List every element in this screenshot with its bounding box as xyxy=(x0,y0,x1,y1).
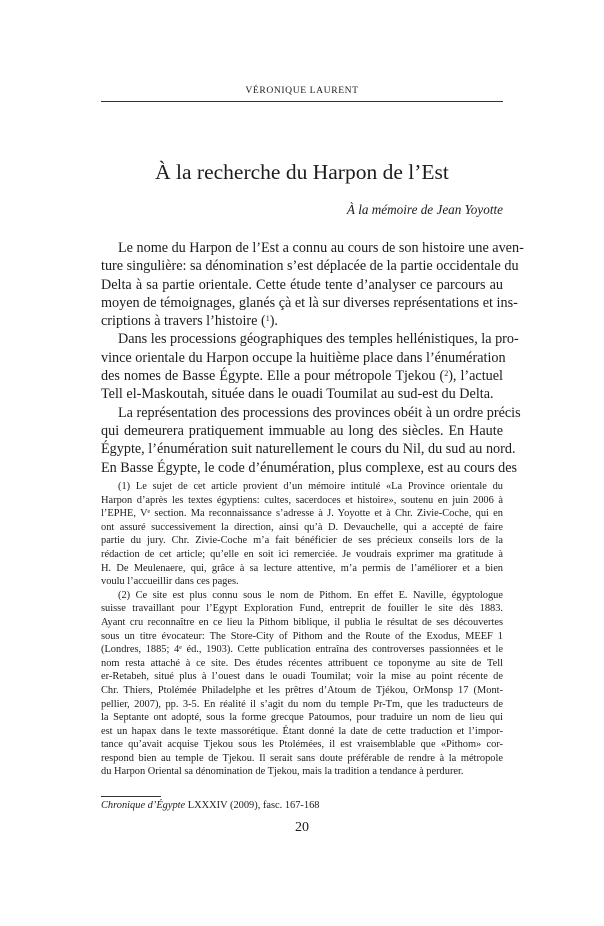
body-line-text: Tell el-Maskoutah, située dans le ouadi Toumilat au sud-est du Delta. xyxy=(101,386,494,403)
body-line xyxy=(101,239,524,257)
footnote-line xyxy=(101,507,503,521)
footnote-line xyxy=(101,602,503,616)
footnote-line xyxy=(101,616,503,630)
body-line-text: Dans les processions géographiques des temples hellénistiques, la pro- xyxy=(118,331,519,348)
body-line-text: qui demeurera pratiquement immuable au long des siècles. En Haute xyxy=(101,422,503,439)
footnote-line-text: pellier, 2007), pp. 3-5. En réalité il s’agit du nom du temple Pr-Tm, que les traducteurs de xyxy=(101,698,503,710)
body-line xyxy=(101,276,503,294)
footnote-line xyxy=(101,684,503,698)
body-line xyxy=(101,385,503,403)
footnote-line xyxy=(101,765,503,779)
body-line-text: La représentation des processions des provinces obéit à un ordre précis xyxy=(118,404,521,421)
body-line-text: Delta à sa partie orientale. Cette étude tente d’analyser ce parcours au xyxy=(101,276,503,293)
body-line xyxy=(101,294,518,312)
body-line xyxy=(101,257,519,275)
footnote-line-text: tance qu’avait acquise Tjekou sous les Ptolémées, il est vraisemblable que «Pithom» cor- xyxy=(101,739,503,751)
dedication: À la mémoire de Jean Yoyotte xyxy=(346,202,503,217)
footnote-line-text: (1) Le sujet de cet article provient d’un mémoire intitulé «La Province orientale du xyxy=(118,481,503,492)
header-rule xyxy=(101,101,503,102)
body-line-text-after: ), l’actuel xyxy=(448,368,503,385)
body-line xyxy=(101,330,519,348)
body-line xyxy=(101,422,503,440)
footnote-line-text: (2) Ce site est plus connu sous le nom de Pithom. En effet E. Naville, égyptologue xyxy=(118,589,503,601)
footnote-line xyxy=(101,521,503,535)
body-line xyxy=(101,367,503,385)
footnote-line xyxy=(101,562,503,576)
body-line xyxy=(101,312,503,330)
footnote-line-text: Harpon d’après les textes égyptiens: cultes, sacerdoces et histoire», soutenu en juin 2006 à xyxy=(101,494,503,506)
body-line-text: des nomes de Basse Égypte. Elle a pour métropole Tjekou ( xyxy=(101,368,445,385)
footnote-line xyxy=(101,725,503,739)
footnote-line-text: respond bien au temple de Tjekou. Il serait sans doute préférable de rendre à la métropole xyxy=(101,752,503,764)
footnote-line xyxy=(101,589,503,603)
footnote-line xyxy=(101,630,503,644)
footnote-line-text: nom resta attaché à ce site. Des études récentes attribuent ce toponyme au site de Tell xyxy=(101,657,503,669)
footnotes xyxy=(101,480,503,779)
footnote-ref[interactable]: 2 xyxy=(444,369,449,379)
body-line-text: Égypte, l’énumération suit naturellement le cours du Nil, du sud au nord. xyxy=(101,441,516,458)
footnote-ref[interactable]: 1 xyxy=(265,314,270,324)
body-line xyxy=(101,404,521,422)
footnote-line xyxy=(101,534,503,548)
footnote-line-text: Chr. Thiers, Ptolémée Philadelphe et les prêtres d’Atoum de Tjékou, OrMonsp 17 (Mont- xyxy=(101,684,503,696)
footnote-line xyxy=(101,548,503,562)
footnote-line-text: sous un titre évocateur: The Store-City of Pithom and the Route of the Exodus, MEEF 1 xyxy=(101,630,503,642)
body-line-text: Le nome du Harpon de l’Est a connu au cours de son histoire une aven- xyxy=(118,240,524,256)
body-line-text: ture singulière: sa dénomination s’est déplacée de la partie occidentale du xyxy=(101,258,519,275)
body-line-text: criptions à travers l’histoire ( xyxy=(101,313,266,330)
body-line-text: vince orientale du Harpon occupe la huitième place dans l’énumération xyxy=(101,349,506,366)
body-line xyxy=(101,349,506,367)
article-title: À la recherche du Harpon de l’Est xyxy=(155,160,449,184)
body-line xyxy=(101,440,516,458)
footnote-line xyxy=(101,480,503,494)
footer-rule xyxy=(101,796,161,797)
footnote-line-text: er-Retabeh, situé plus à l’ouest dans le ouadi Toumilat; voir la mise au point récente de xyxy=(101,671,503,683)
body-line-text-after: ). xyxy=(269,313,278,330)
footnote-line xyxy=(101,643,503,657)
footnote-line-text: l’EPHE, Vᵉ section. Ma reconnaissance s’adresse à J. Yoyotte et à Chr. Zivie-Coche, qui en xyxy=(101,508,503,520)
body-text xyxy=(101,239,524,477)
footnote-line xyxy=(101,738,503,752)
journal-citation xyxy=(101,800,319,811)
running-head: VÉRONIQUE LAURENT xyxy=(245,85,359,96)
footnote-line xyxy=(101,657,503,671)
footnote-line xyxy=(101,670,503,684)
journal-issue: LXXXIV (2009), fasc. 167-168 xyxy=(185,800,320,811)
footnote-line-text: H. De Meulenaere, qui, grâce à sa lecture attentive, m’a permis de l’améliorer et a bien xyxy=(101,562,503,574)
footnote-line xyxy=(101,711,503,725)
footnote-line-text: du Harpon Oriental sa dénomination de Tjekou, mais la tradition a tendance à perdurer. xyxy=(101,766,464,778)
footnote-line-text: partie du jury. Chr. Zivie-Coche m’a fait bénéficier de ses précieux conseils lors de la xyxy=(101,535,503,547)
journal-title: Chronique d’Égypte xyxy=(101,800,186,811)
footnote-line-text: (Londres, 1885; 4ᵉ éd., 1903). Cette publication entraîna des controverses passionnées et le xyxy=(101,644,503,656)
footnote-line xyxy=(101,575,503,589)
body-line xyxy=(101,459,518,477)
footnote-line-text: suisse travaillant pour l’Egypt Exploration Fund, entreprit de fouiller le site dès 1883. xyxy=(101,603,503,615)
footnote-line-text: la Septante ont adopté, sous la forme grecque Patoumos, pour traduire un nom de lieu qui xyxy=(101,712,503,724)
footnote-line-text: est un hapax dans le texte massorétique. Étant donné la date de cette traduction et l’impor- xyxy=(101,725,503,737)
page-number: 20 xyxy=(295,820,309,835)
body-line-text: En Basse Égypte, le code d’énumération, plus complexe, est au cours des xyxy=(101,459,518,476)
footnote-line xyxy=(101,752,503,766)
footnote-line-text: ont assuré successivement la direction, ainsi qu’à D. Devauchelle, qui a accepté de faire xyxy=(101,521,503,533)
footnote-line-text: Ayant cru reconnaître en ce lieu la Pithom biblique, il publia le résultat de ses découvertes xyxy=(101,616,503,628)
footnote-line-text: rédaction de cet article; qu’elle en soit ici remerciée. Je voudrais exprimer ma gratitude à xyxy=(101,548,503,560)
body-line-text: moyen de témoignages, glanés çà et là sur diverses représentations et ins- xyxy=(101,294,518,311)
footnote-line-text: voulu l’accueillir dans ces pages. xyxy=(101,576,239,588)
footnote-line xyxy=(101,494,503,508)
footnote-line xyxy=(101,698,503,712)
